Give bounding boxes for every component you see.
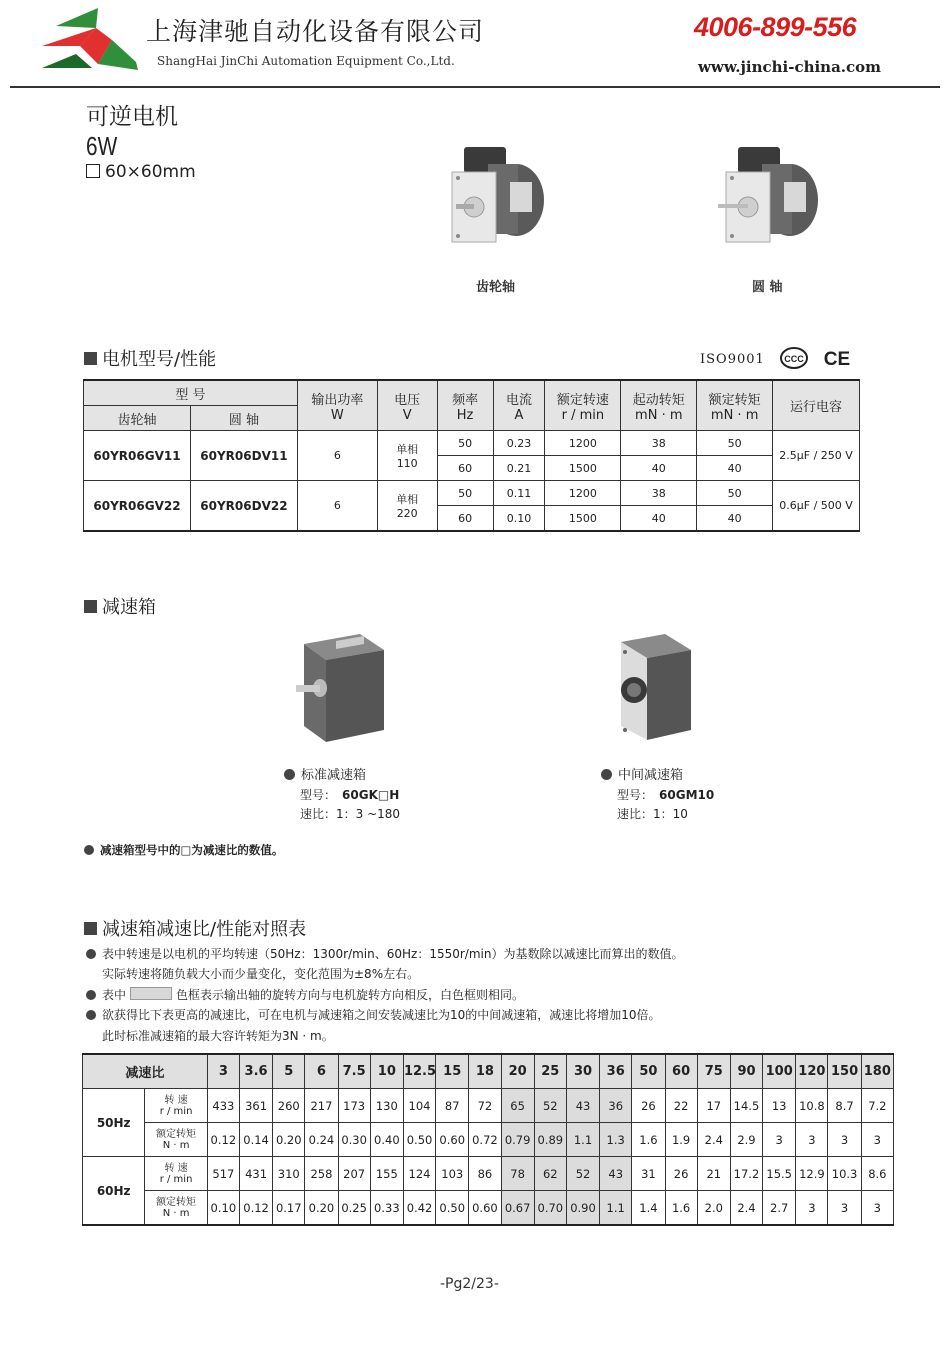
page-number: -Pg2/23- bbox=[440, 1276, 499, 1292]
section-square-icon bbox=[84, 352, 97, 365]
speed-cell: 517 bbox=[207, 1157, 239, 1191]
ratio-header-cell: 12.5 bbox=[403, 1054, 435, 1089]
motor-caption-round-shaft: 圆 轴 bbox=[752, 280, 783, 295]
speed-cell: 10.3 bbox=[828, 1157, 861, 1191]
standard-gearbox-image bbox=[296, 630, 388, 745]
speed-cell: 260 bbox=[273, 1089, 305, 1123]
speed-cell: 86 bbox=[469, 1157, 501, 1191]
torque-cell: 0.10 bbox=[207, 1191, 239, 1226]
speed-cell: 52 bbox=[534, 1089, 566, 1123]
ratio-header-cell: 6 bbox=[305, 1054, 338, 1089]
ratio-header-cell: 5 bbox=[273, 1054, 305, 1089]
frequency-cell: 60Hz bbox=[83, 1157, 145, 1226]
header-gear-shaft: 齿轮轴 bbox=[84, 406, 191, 431]
torque-cell: 3 bbox=[861, 1191, 893, 1226]
speed-cell: 17 bbox=[697, 1089, 730, 1123]
intermediate-gearbox-image bbox=[615, 630, 695, 745]
bullet-icon bbox=[284, 769, 295, 780]
table-row: 60YR06GV22 60YR06DV22 6 单相 220 50 0.11 1200 38 50 0.6μF / 500 V bbox=[84, 481, 860, 506]
company-logo bbox=[36, 6, 144, 76]
svg-text:CE: CE bbox=[823, 349, 851, 369]
speed-cell: 431 bbox=[239, 1157, 272, 1191]
product-size bbox=[86, 162, 196, 182]
torque-cell: 3 bbox=[796, 1191, 828, 1226]
speed-cell: 217 bbox=[305, 1089, 338, 1123]
torque-cell: 0.20 bbox=[305, 1191, 338, 1226]
round-shaft-motor-image bbox=[716, 142, 820, 252]
ratio-header-cell: 15 bbox=[436, 1054, 469, 1089]
header-voltage: 电压 V bbox=[377, 380, 437, 431]
torque-cell: 3 bbox=[861, 1123, 893, 1157]
ratio-header-cell: 120 bbox=[796, 1054, 828, 1089]
company-name-cn: 上海津驰自动化设备有限公司 bbox=[146, 17, 485, 46]
torque-cell: 1.1 bbox=[600, 1191, 632, 1226]
motor-spec-table bbox=[83, 379, 860, 532]
intermediate-gearbox-caption: 中间减速箱 bbox=[601, 764, 683, 783]
square-symbol bbox=[86, 164, 100, 178]
section-heading-gearbox: 减速箱 bbox=[84, 593, 156, 619]
torque-cell: 3 bbox=[828, 1123, 861, 1157]
ratio-note-1b: 实际转速将随负载大小而少量变化，变化范围为±8%左右。 bbox=[102, 967, 420, 981]
torque-cell: 1.1 bbox=[566, 1123, 599, 1157]
speed-cell: 87 bbox=[436, 1089, 469, 1123]
torque-cell: 0.24 bbox=[305, 1123, 338, 1157]
bullet-icon bbox=[84, 845, 94, 855]
speed-cell: 104 bbox=[403, 1089, 435, 1123]
table-row: 60 0.21 1500 40 40 bbox=[84, 456, 860, 481]
product-power: 6W bbox=[86, 131, 118, 161]
speed-cell: 31 bbox=[632, 1157, 665, 1191]
torque-cell: 0.50 bbox=[436, 1191, 469, 1226]
header-model: 型 号 bbox=[84, 380, 298, 406]
speed-cell: 52 bbox=[566, 1157, 599, 1191]
section-heading-ratio-table: 减速箱减速比/性能对照表 bbox=[84, 915, 306, 941]
ratio-header-cell: 7.5 bbox=[338, 1054, 370, 1089]
speed-cell: 207 bbox=[338, 1157, 370, 1191]
table-row: 60 0.10 1500 40 40 bbox=[84, 506, 860, 532]
header-power: 输出功率 W bbox=[297, 380, 377, 431]
torque-cell: 0.67 bbox=[501, 1191, 534, 1226]
speed-cell: 361 bbox=[239, 1089, 272, 1123]
speed-cell: 21 bbox=[697, 1157, 730, 1191]
ratio-header-cell: 100 bbox=[763, 1054, 796, 1089]
header-current: 电流 A bbox=[493, 380, 545, 431]
torque-cell: 0.50 bbox=[403, 1123, 435, 1157]
header-rated-torque: 额定转矩 mN · m bbox=[697, 380, 773, 431]
header-divider bbox=[10, 86, 940, 88]
table-row bbox=[83, 1157, 894, 1191]
ratio-note-2: 表中 色框表示输出轴的旋转方向与电机旋转方向相反，白色框则相同。 bbox=[86, 986, 524, 1003]
speed-label-cell: 转 速 r / min bbox=[145, 1157, 207, 1191]
speed-cell: 17.2 bbox=[730, 1157, 762, 1191]
speed-cell: 173 bbox=[338, 1089, 370, 1123]
torque-cell: 0.40 bbox=[370, 1123, 403, 1157]
section-square-icon bbox=[84, 600, 97, 613]
speed-cell: 130 bbox=[370, 1089, 403, 1123]
standard-gearbox-model: 型号： 60GK□H bbox=[300, 788, 400, 802]
speed-cell: 15.5 bbox=[763, 1157, 796, 1191]
section-square-icon bbox=[84, 922, 97, 935]
bullet-icon bbox=[86, 990, 96, 1000]
intermediate-gearbox-ratio: 速比：1：10 bbox=[617, 807, 688, 821]
standard-gearbox-caption: 标准减速箱 bbox=[284, 764, 366, 783]
torque-cell: 0.60 bbox=[469, 1191, 501, 1226]
speed-cell: 26 bbox=[665, 1157, 697, 1191]
svg-text:CCC: CCC bbox=[784, 354, 804, 364]
torque-cell: 2.0 bbox=[697, 1191, 730, 1226]
standard-gearbox-ratio: 速比：1：3 ~180 bbox=[300, 807, 401, 821]
torque-cell: 0.79 bbox=[501, 1123, 534, 1157]
motor-caption-gear-shaft: 齿轮轴 bbox=[476, 280, 516, 295]
speed-cell: 43 bbox=[566, 1089, 599, 1123]
bullet-icon bbox=[601, 769, 612, 780]
ratio-header-cell: 75 bbox=[697, 1054, 730, 1089]
torque-cell: 0.42 bbox=[403, 1191, 435, 1226]
phone-number: 4006-899-556 bbox=[694, 12, 857, 42]
speed-cell: 10.8 bbox=[796, 1089, 828, 1123]
speed-cell: 14.5 bbox=[730, 1089, 762, 1123]
torque-cell: 0.12 bbox=[207, 1123, 239, 1157]
gearbox-note: 减速箱型号中的□为减速比的数值。 bbox=[84, 842, 283, 858]
torque-cell: 0.72 bbox=[469, 1123, 501, 1157]
torque-cell: 3 bbox=[763, 1123, 796, 1157]
speed-cell: 12.9 bbox=[796, 1157, 828, 1191]
speed-cell: 26 bbox=[632, 1089, 665, 1123]
ratio-note-1: 表中转速是以电机的平均转速（50Hz：1300r/min、60Hz：1550r/min）为基数除以减速比而算出的数值。 bbox=[86, 945, 683, 962]
shaded-box-sample bbox=[130, 987, 172, 1000]
torque-cell: 0.70 bbox=[534, 1191, 566, 1226]
table-row bbox=[83, 1123, 894, 1157]
speed-cell: 7.2 bbox=[861, 1089, 893, 1123]
speed-cell: 62 bbox=[534, 1157, 566, 1191]
section-heading-motor-model: 电机型号/性能 bbox=[84, 345, 216, 371]
ratio-performance-table bbox=[82, 1053, 894, 1226]
torque-cell: 1.6 bbox=[665, 1191, 697, 1226]
speed-cell: 8.7 bbox=[828, 1089, 861, 1123]
torque-cell: 0.14 bbox=[239, 1123, 272, 1157]
speed-cell: 72 bbox=[469, 1089, 501, 1123]
header-frequency: 频率 Hz bbox=[437, 380, 493, 431]
speed-cell: 258 bbox=[305, 1157, 338, 1191]
ratio-header-cell: 30 bbox=[566, 1054, 599, 1089]
speed-cell: 310 bbox=[273, 1157, 305, 1191]
torque-cell: 2.7 bbox=[763, 1191, 796, 1226]
speed-cell: 124 bbox=[403, 1157, 435, 1191]
torque-cell: 0.30 bbox=[338, 1123, 370, 1157]
bullet-icon bbox=[86, 1010, 96, 1020]
ratio-header-cell: 36 bbox=[600, 1054, 632, 1089]
torque-cell: 3 bbox=[796, 1123, 828, 1157]
header-capacitor: 运行电容 bbox=[773, 380, 860, 431]
ratio-note-3: 欲获得比下表更高的减速比，可在电机与减速箱之间安装减速比为10的中间减速箱，减速比将增加10倍。 bbox=[86, 1006, 661, 1023]
ratio-note-3b: 此时标准减速箱的最大容许转矩为3N · m。 bbox=[102, 1029, 334, 1043]
ratio-header-cell: 10 bbox=[370, 1054, 403, 1089]
table-row bbox=[83, 1191, 894, 1226]
speed-cell: 22 bbox=[665, 1089, 697, 1123]
speed-cell: 433 bbox=[207, 1089, 239, 1123]
ratio-header-cell: 3.6 bbox=[239, 1054, 272, 1089]
ratio-header-cell: 20 bbox=[501, 1054, 534, 1089]
torque-label-cell: 额定转矩 N · m bbox=[145, 1123, 207, 1157]
torque-cell: 2.9 bbox=[730, 1123, 762, 1157]
bullet-icon bbox=[86, 949, 96, 959]
speed-cell: 43 bbox=[600, 1157, 632, 1191]
torque-label-cell: 额定转矩 N · m bbox=[145, 1191, 207, 1226]
torque-cell: 3 bbox=[828, 1191, 861, 1226]
table-row bbox=[83, 1089, 894, 1123]
ratio-header-cell: 3 bbox=[207, 1054, 239, 1089]
header-start-torque: 起动转矩 mN · m bbox=[621, 380, 697, 431]
torque-cell: 0.12 bbox=[239, 1191, 272, 1226]
torque-cell: 0.25 bbox=[338, 1191, 370, 1226]
torque-cell: 1.6 bbox=[632, 1123, 665, 1157]
website-url: www.jinchi-china.com bbox=[698, 58, 882, 76]
torque-cell: 1.4 bbox=[632, 1191, 665, 1226]
header-rated-speed: 额定转速 r / min bbox=[545, 380, 621, 431]
ratio-header-cell: 90 bbox=[730, 1054, 762, 1089]
ratio-header-cell: 50 bbox=[632, 1054, 665, 1089]
product-title: 可逆电机 bbox=[86, 104, 178, 130]
speed-cell: 13 bbox=[763, 1089, 796, 1123]
torque-cell: 0.89 bbox=[534, 1123, 566, 1157]
ccc-cert-icon bbox=[779, 346, 809, 370]
ratio-header-cell: 150 bbox=[828, 1054, 861, 1089]
ratio-header-cell: 60 bbox=[665, 1054, 697, 1089]
torque-cell: 0.90 bbox=[566, 1191, 599, 1226]
speed-cell: 36 bbox=[600, 1089, 632, 1123]
table-row: 60YR06GV11 60YR06DV11 6 单相 110 50 0.23 1200 38 50 2.5μF / 250 V bbox=[84, 431, 860, 456]
product-size-text: 60×60mm bbox=[105, 162, 196, 182]
gear-shaft-motor-image bbox=[448, 142, 548, 252]
frequency-cell: 50Hz bbox=[83, 1089, 145, 1157]
ratio-header-row bbox=[83, 1054, 894, 1089]
ratio-header-cell: 180 bbox=[861, 1054, 893, 1089]
header-round-shaft: 圆 轴 bbox=[190, 406, 297, 431]
speed-cell: 78 bbox=[501, 1157, 534, 1191]
torque-cell: 0.17 bbox=[273, 1191, 305, 1226]
speed-cell: 65 bbox=[501, 1089, 534, 1123]
speed-cell: 8.6 bbox=[861, 1157, 893, 1191]
torque-cell: 0.60 bbox=[436, 1123, 469, 1157]
ce-cert-icon bbox=[823, 347, 851, 369]
ratio-header-label: 减速比 bbox=[83, 1054, 208, 1089]
torque-cell: 1.9 bbox=[665, 1123, 697, 1157]
torque-cell: 2.4 bbox=[730, 1191, 762, 1226]
speed-cell: 103 bbox=[436, 1157, 469, 1191]
company-name-en: ShangHai JinChi Automation Equipment Co.,Ltd. bbox=[157, 54, 455, 68]
intermediate-gearbox-model: 型号： 60GM10 bbox=[617, 788, 715, 802]
torque-cell: 0.33 bbox=[370, 1191, 403, 1226]
speed-cell: 155 bbox=[370, 1157, 403, 1191]
torque-cell: 0.20 bbox=[273, 1123, 305, 1157]
ratio-header-cell: 25 bbox=[534, 1054, 566, 1089]
ratio-header-cell: 18 bbox=[469, 1054, 501, 1089]
torque-cell: 1.3 bbox=[600, 1123, 632, 1157]
speed-label-cell: 转 速 r / min bbox=[145, 1089, 207, 1123]
torque-cell: 2.4 bbox=[697, 1123, 730, 1157]
iso9001-label: ISO9001 bbox=[700, 352, 765, 367]
